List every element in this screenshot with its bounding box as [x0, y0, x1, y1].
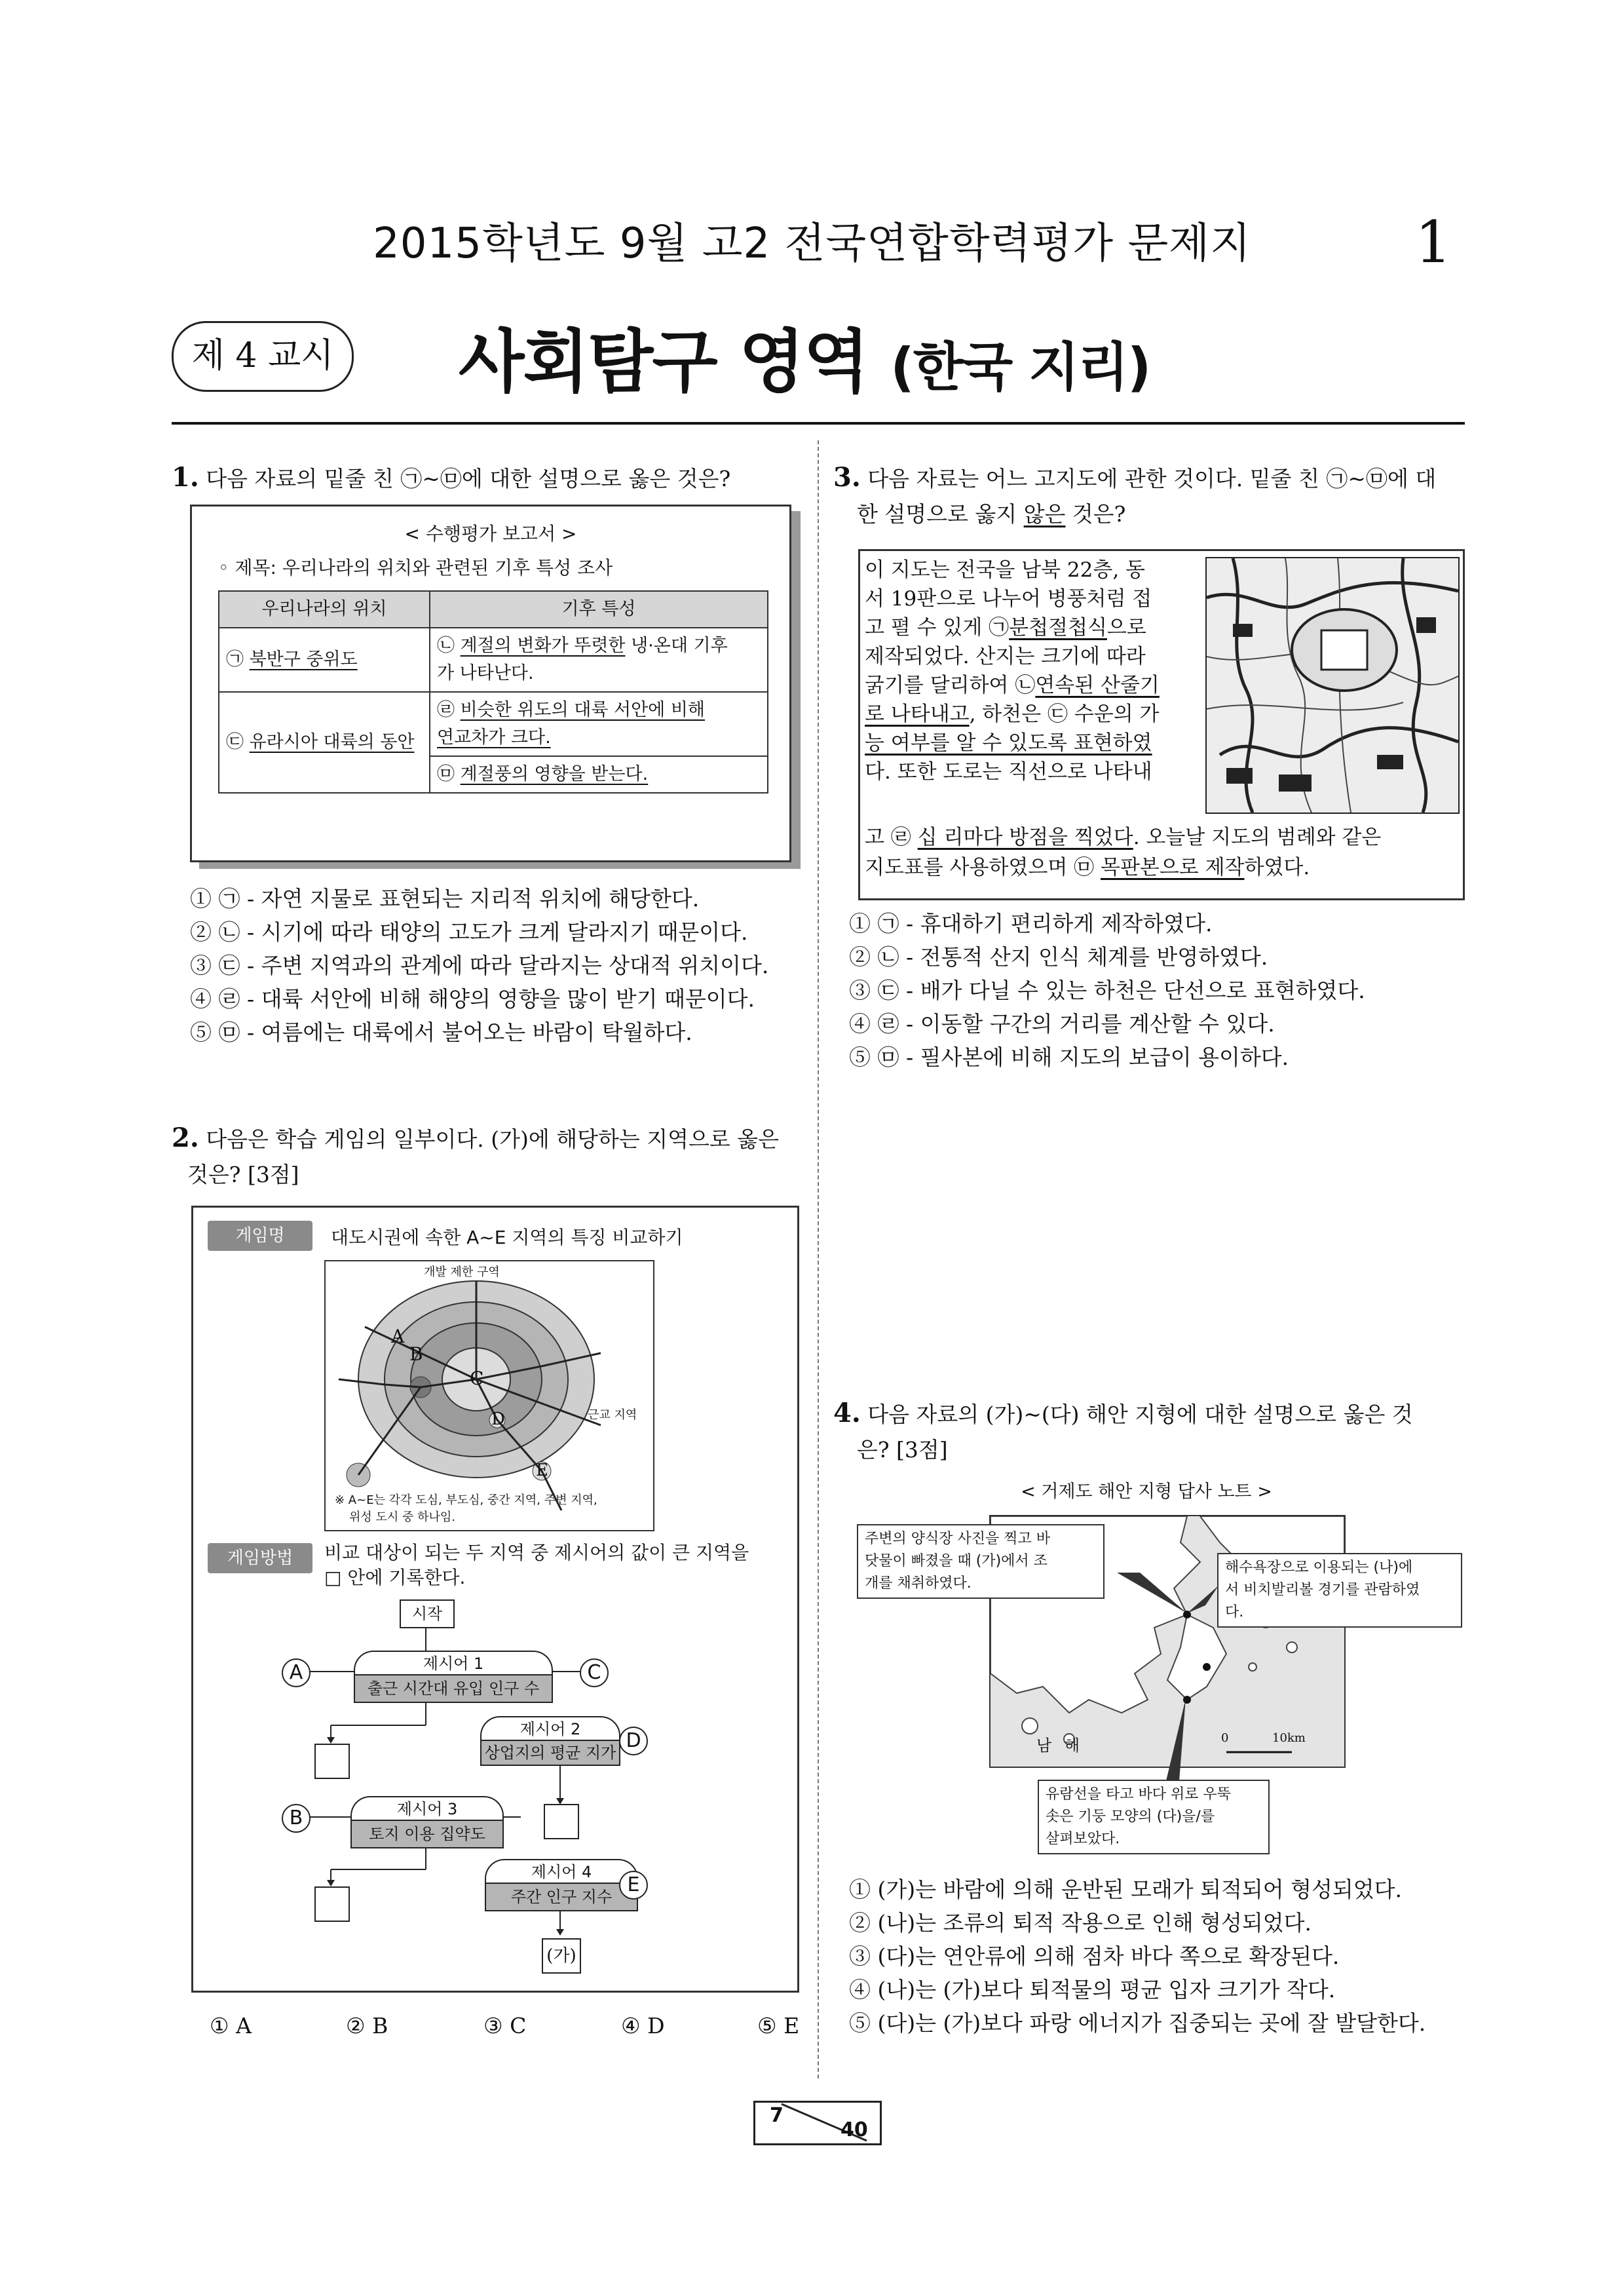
q2-answer-box[interactable]: [314, 1886, 350, 1922]
q2-label-c: C: [470, 1368, 484, 1389]
page-number: 1: [1415, 208, 1452, 276]
q2-keyword-1-label: 제시어 1: [354, 1651, 553, 1675]
q2-choice-3[interactable]: ③ C: [483, 2013, 527, 2038]
q3-line-text: 하였다.: [1244, 856, 1310, 879]
q1-table-header: 기후 특성: [430, 591, 768, 628]
q4-choice-5[interactable]: ⑤ (다)는 (가)보다 파랑 에너지가 집중되는 곳에 잘 발달한다.: [849, 2010, 1426, 2036]
q3-line: [865, 642, 1205, 671]
q1-position-cell: [219, 628, 430, 692]
q4-scale-zero: 0: [1221, 1731, 1229, 1745]
page-counter: [753, 2101, 882, 2145]
q2-choice-5[interactable]: ⑤ E: [757, 2013, 800, 2038]
q3-line-text: , 하천은 ㉢ 수운의 가: [969, 702, 1160, 726]
q1-choice-4[interactable]: ④ ㉣ - 대륙 서안에 비해 해양의 영향을 많이 받기 때문이다.: [190, 986, 755, 1012]
q2-keyword-2-label: 제시어 2: [480, 1716, 620, 1741]
q3-old-map-svg: [1207, 558, 1458, 813]
q2-label-e: E: [536, 1461, 548, 1480]
q3-stem-line2-emph: 않은: [1023, 501, 1066, 527]
q3-line-text: . 오늘날 지도의 범례와 같은: [1133, 826, 1382, 849]
q2-zone-label: 개발 제한 구역: [424, 1265, 500, 1279]
q3-full-line-1: [865, 823, 1381, 852]
q3-line-text: 다. 또한 도로는 직선으로 나타내: [865, 760, 1152, 784]
q1-table: [218, 590, 768, 794]
q2-start-box: 시작: [400, 1599, 455, 1628]
q1-report-box: [190, 505, 791, 862]
q4-callout-da: [1038, 1780, 1270, 1854]
q2-choice-2[interactable]: ② B: [346, 2013, 388, 2038]
q1-number: 1.: [172, 462, 199, 493]
q4-callout-da-line2: 솟은 기둥 모양의 (다)을/를: [1046, 1808, 1215, 1825]
q4-stem-line2: 은? [3점]: [857, 1437, 948, 1463]
q2-choice-1[interactable]: ① A: [210, 2013, 252, 2038]
q3-line: [865, 757, 1205, 786]
q4-callout-na-line3: 다.: [1225, 1604, 1244, 1620]
q2-game-box: [191, 1206, 799, 1993]
q2-node-c: C: [580, 1658, 609, 1687]
column-divider: [818, 440, 819, 2078]
q3-line-underline: 목판본으로 제작: [1101, 856, 1245, 879]
q3-line-text: 으로: [1106, 616, 1146, 640]
q3-choices: [849, 907, 1365, 1074]
q3-text-block: [865, 556, 1205, 786]
q1-climate: 계절의 변화가 뚜렷한: [460, 636, 626, 656]
q2-answer-box[interactable]: [544, 1804, 579, 1839]
q3-line-text: 굵기를 달리하여 ㉡: [865, 674, 1036, 697]
q3-number: 3.: [833, 462, 861, 493]
q1-mark: ㉡: [437, 636, 455, 656]
q4-callout-ga-line3: 개를 채취하였다.: [865, 1575, 972, 1592]
map-label-box: [1321, 630, 1367, 670]
q3-line-underline: 능 여부를 알 수 있도록 표현하였: [865, 731, 1152, 755]
q1-climate-line2: 가 나타난다.: [437, 663, 534, 683]
q1-position: 북반구 중위도: [249, 649, 358, 670]
q3-line-text: 고 펼 수 있게 ㉠: [865, 616, 1010, 640]
q3-line-text: 이 지도는 전국을 남북 22층, 동: [865, 558, 1145, 582]
q4-number: 4.: [833, 1398, 861, 1428]
q2-label-b: B: [409, 1343, 423, 1365]
q4-callout-ga-line1: 주변의 양식장 사진을 찍고 바: [865, 1531, 1050, 1547]
q1-mark: ㉠: [226, 649, 244, 670]
q1-mark: ㉣: [437, 700, 455, 720]
q3-line: [865, 671, 1205, 700]
q3-stem-line1: 다음 자료는 어느 고지도에 관한 것이다. 밑줄 친 ㉠~㉤에 대: [867, 466, 1437, 491]
q4-choice-3[interactable]: ③ (다)는 연안류에 의해 점차 바다 쪽으로 확장된다.: [849, 1943, 1340, 1969]
q3-line-text: 서 19판으로 나누어 병풍처럼 접: [865, 587, 1152, 611]
page-total: 40: [840, 2118, 868, 2141]
q4-callout-ga-line2: 닷물이 빠졌을 때 (가)에서 조: [865, 1553, 1048, 1569]
q2-label-d: D: [491, 1409, 505, 1429]
q3-line-underline: 로 나타내고: [865, 702, 970, 726]
q4-callout-da-line1: 유람선을 타고 바다 위로 우뚝: [1046, 1786, 1231, 1803]
q1-box-subject: ◦ 제목: 우리나라의 위치와 관련된 기후 특성 조사: [218, 557, 613, 579]
q1-choice-3[interactable]: ③ ㉢ - 주변 지역과의 관계에 따라 달라지는 상대적 위치이다.: [190, 953, 769, 978]
q3-line-underline: 분첩절첩식: [1009, 616, 1107, 640]
q3-choice-3[interactable]: ③ ㉢ - 배가 다닐 수 있는 하천은 단선으로 표현하였다.: [849, 978, 1365, 1003]
q2-node-b: B: [282, 1804, 311, 1833]
subject-sub: (한국 지리): [890, 337, 1150, 398]
q1-table-header: 우리나라의 위치: [219, 591, 430, 628]
q3-line-text: 지도표를 사용하였으며 ㉤: [865, 856, 1101, 879]
q3-line: [865, 700, 1205, 729]
q4-callout-na: [1217, 1553, 1462, 1628]
q4-stem: [833, 1396, 1462, 1468]
q2-game-name-tag: 게임명: [208, 1221, 312, 1251]
q1-mark: ㉤: [437, 764, 455, 784]
q4-note-title: < 거제도 해안 지형 답사 노트 >: [1021, 1482, 1272, 1502]
q3-choice-5[interactable]: ⑤ ㉤ - 필사본에 비해 지도의 보급이 용이하다.: [849, 1044, 1289, 1070]
q3-line-text: 제작되었다. 산지는 크기에 따라: [865, 645, 1146, 668]
q1-box-title: < 수행평가 보고서 >: [404, 523, 577, 545]
q1-climate-cell: [430, 692, 768, 756]
q2-result-box: (가): [542, 1938, 581, 1974]
q1-choice-5[interactable]: ⑤ ㉤ - 여름에는 대륙에서 불어오는 바람이 탁월하다.: [190, 1020, 692, 1045]
q2-suburb-label: 근교 지역: [588, 1408, 637, 1422]
q2-keyword-3-label: 제시어 3: [350, 1796, 504, 1821]
q1-climate-line2: 연교차가 크다.: [437, 727, 551, 748]
q3-line: [865, 584, 1205, 613]
q2-node-e: E: [619, 1871, 648, 1900]
q3-old-map-image: [1205, 557, 1460, 814]
subject-title: [459, 307, 1150, 405]
period-badge: 제 4 교시: [172, 321, 354, 392]
site-ga: [1183, 1611, 1191, 1618]
q3-choice-1[interactable]: ① ㉠ - 휴대하기 편리하게 제작하였다.: [849, 911, 1213, 936]
q1-mark: ㉢: [226, 732, 244, 752]
q1-climate: 비슷한 위도의 대륙 서안에 비해: [460, 700, 705, 720]
q2-method-tag: 게임방법: [208, 1543, 312, 1573]
subject-main: 사회탐구 영역: [459, 322, 868, 402]
q2-keyword-4-label: 제시어 4: [485, 1859, 638, 1884]
q2-method-line2: □ 안에 기록한다.: [324, 1567, 466, 1588]
page-current: 7: [770, 2104, 784, 2127]
q3-choice-2[interactable]: ② ㉡ - 전통적 산지 인식 체계를 반영하였다.: [849, 944, 1268, 970]
q3-line: [865, 729, 1205, 757]
header-rule: [172, 422, 1465, 425]
site-da: [1183, 1696, 1191, 1704]
q1-climate-cell: [430, 628, 768, 692]
q4-callout-na-line1: 해수욕장으로 이용되는 (나)에: [1225, 1559, 1413, 1576]
q4-callout-na-line2: 서 비치발리볼 경기를 관람하였: [1225, 1582, 1420, 1598]
q4-stem-line1: 다음 자료의 (가)~(다) 해안 지형에 대한 설명으로 옳은 것: [867, 1402, 1413, 1427]
q2-choice-4[interactable]: ④ D: [621, 2013, 665, 2038]
q4-callout-da-line3: 살펴보았다.: [1046, 1831, 1120, 1847]
q1-position: 유라시아 대륙의 동안: [249, 732, 415, 752]
q2-method-line1: 비교 대상이 되는 두 지역 중 제시어의 값이 큰 지역을: [324, 1542, 749, 1563]
q2-keyword-4-text: 주간 인구 지수: [485, 1883, 638, 1911]
q4-scale-label: 10km: [1272, 1731, 1306, 1745]
q1-choices: [190, 882, 768, 1049]
q2-keyword-1-text: 출근 시간대 유입 인구 수: [354, 1674, 553, 1703]
q3-line: [865, 613, 1205, 642]
q3-line: [865, 556, 1205, 584]
q3-stem: [833, 460, 1462, 532]
q2-stem: [172, 1120, 801, 1193]
exam-title: 2015학년도 9월 고2 전국연합학력평가 문제지: [373, 220, 1251, 268]
q2-keyword-2-text: 상업지의 평균 지가: [480, 1740, 620, 1766]
q4-choice-2[interactable]: ② (나)는 조류의 퇴적 작용으로 인해 형성되었다.: [849, 1910, 1312, 1936]
q2-node-a: A: [282, 1658, 311, 1687]
q1-choice-1[interactable]: ① ㉠ - 자연 지물로 표현되는 지리적 위치에 해당한다.: [190, 886, 700, 911]
q1-stem-text: 다음 자료의 밑줄 친 ㉠~㉤에 대한 설명으로 옳은 것은?: [206, 466, 731, 491]
q2-stem-line2: 것은? [3점]: [187, 1162, 299, 1187]
q3-line-underline: 연속된 산줄기: [1035, 674, 1160, 697]
q3-line-underline: 십 리마다 방점을 찍었다: [917, 826, 1133, 849]
q2-keyword-3-text: 토지 이용 집약도: [350, 1820, 504, 1848]
q3-choice-4[interactable]: ④ ㉣ - 이동할 구간의 거리를 계산할 수 있다.: [849, 1011, 1275, 1037]
q2-number: 2.: [172, 1122, 199, 1153]
q1-climate: 계절풍의 영향을 받는다.: [460, 764, 649, 784]
q3-stem-line2-pre: 한 설명으로 옳지: [857, 501, 1024, 527]
q1-stem: [172, 460, 730, 497]
site-na: [1203, 1663, 1211, 1671]
q1-choice-2[interactable]: ② ㉡ - 시기에 따라 태양의 고도가 크게 달라지기 때문이다.: [190, 919, 748, 945]
q4-sea-label: 남 해: [1036, 1736, 1084, 1755]
q4-choice-4[interactable]: ④ (나)는 (가)보다 퇴적물의 평균 입자 크기가 작다.: [849, 1977, 1336, 2002]
q3-line-text: 고 ㉣: [865, 826, 918, 849]
q1-position-cell: [219, 692, 430, 793]
q4-choice-1[interactable]: ① (가)는 바람에 의해 운반된 모래가 퇴적되어 형성되었다.: [849, 1877, 1402, 1902]
q1-climate-rest: 냉·온대 기후: [625, 636, 728, 656]
q2-note-1: ※ A~E는 각각 도심, 부도심, 중간 지역, 주변 지역,: [335, 1493, 597, 1507]
q4-choices: [849, 1873, 1426, 2040]
q2-node-d: D: [619, 1727, 648, 1755]
q2-answer-box[interactable]: [314, 1744, 350, 1779]
q1-climate-cell: [430, 756, 768, 793]
q3-full-line-2: [865, 853, 1310, 882]
q2-stem-line1: 다음은 학습 게임의 일부이다. (가)에 해당하는 지역으로 옳은: [206, 1126, 780, 1152]
q2-note-2: 위성 도시 중 하나임.: [349, 1510, 455, 1524]
q2-label-a: A: [391, 1326, 405, 1347]
q4-callout-ga: [857, 1524, 1105, 1599]
q3-stem-line2-post: 것은?: [1065, 501, 1126, 527]
q2-game-name: 대도시권에 속한 A~E 지역의 특징 비교하기: [331, 1227, 683, 1248]
